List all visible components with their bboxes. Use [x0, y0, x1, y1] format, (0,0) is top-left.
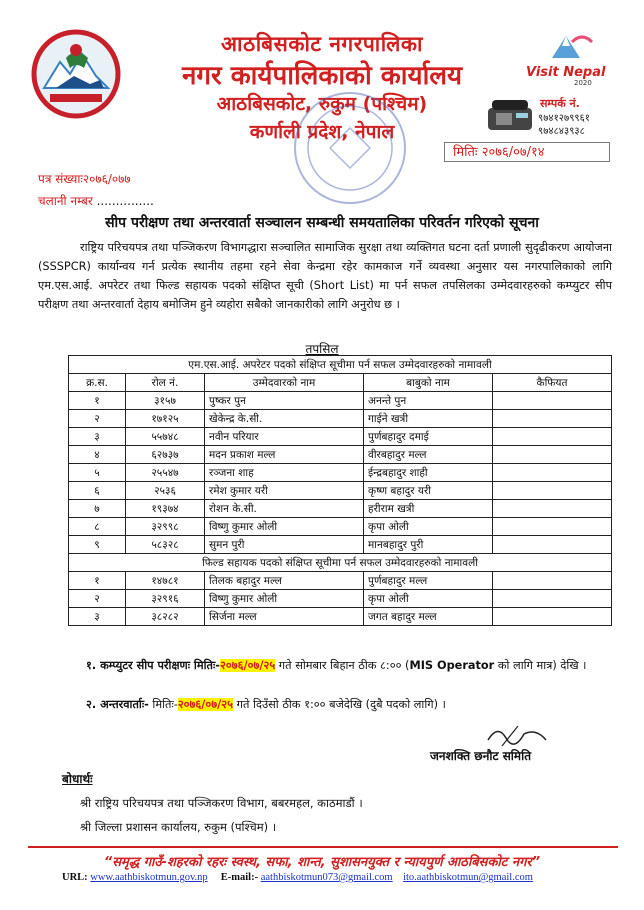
row-roll: १९३७४: [126, 500, 205, 518]
row-sn: ६: [69, 482, 126, 500]
row-sn: ३: [69, 428, 126, 446]
table-caption: तपसिल: [305, 342, 339, 356]
candidate-table: [68, 355, 612, 626]
committee-name: जनशक्ति छनौट समिति: [430, 749, 532, 763]
row-father: वीरबहादुर मल्ल: [364, 446, 493, 464]
header-sn: क्र.स.: [69, 374, 126, 392]
row-name: रमेश कुमार यरी: [205, 482, 364, 500]
table-row: [69, 410, 612, 428]
row-sn: ७: [69, 500, 126, 518]
cc-recipient-2: श्री जिल्ला प्रशासन कार्यालय, रुकुम (पश्चिम) ।: [80, 820, 277, 834]
table-row: [69, 572, 612, 590]
row-sn: ९: [69, 536, 126, 554]
table-row: [69, 464, 612, 482]
row-father: पुर्णबहादुर मल्ल: [364, 572, 493, 590]
visit-nepal-logo: [522, 28, 612, 88]
row-roll: २५३६: [126, 482, 205, 500]
row-roll: ३१५७: [126, 392, 205, 410]
date-value: २०७६/०७/१४: [481, 145, 545, 160]
dispatch-number: [38, 192, 154, 209]
row-roll: ५५७४८: [126, 428, 205, 446]
row-roll: १४७८१: [126, 572, 205, 590]
skill-test-date: २०७६/०७/२५: [219, 659, 276, 672]
row-remark: [493, 536, 612, 554]
section1-rows: [69, 392, 612, 554]
row-name: खेकेन्द्र के.सी.: [205, 410, 364, 428]
skill-test-label: १. कम्प्युटर सीप परीक्षणः मितिः-: [86, 659, 220, 672]
footer-contact: [62, 872, 533, 883]
visit-nepal-text: Visit Nepal: [526, 65, 606, 80]
row-sn: ३: [69, 608, 126, 626]
header-remark: कैफियत: [493, 374, 612, 392]
row-roll: ५८३२८: [126, 536, 205, 554]
row-name: नवीन परियार: [205, 428, 364, 446]
province-country: कर्णाली प्रदेश, नेपाल: [249, 121, 395, 143]
row-name: विष्णु कुमार ओली: [205, 518, 364, 536]
row-name: रञ्जना शाह: [205, 464, 364, 482]
row-father: कृपा ओली: [364, 518, 493, 536]
skill-test-time: गते सोमबार बिहान ठीक ८:०० (: [275, 659, 410, 672]
visit-nepal-year: 2020: [574, 79, 592, 87]
row-father: अनन्ते पुन: [364, 392, 493, 410]
reference-number: [38, 170, 131, 187]
office-address: आठबिसकोट, रुकुम (पश्चिम): [216, 93, 428, 115]
schedule-skill-test: [86, 656, 612, 676]
table-row: [69, 500, 612, 518]
table-row: [69, 428, 612, 446]
skill-test-post: MIS Operator: [409, 659, 495, 672]
section1-title: एम.एस.आई. अपरेटर पदको संक्षिप्त सूचीमा पर्न सफल उम्मेदवारहरुको नामावली: [69, 356, 612, 374]
table-row: [69, 536, 612, 554]
contact-number-2: ९७४८४३९३८: [538, 126, 585, 137]
row-father: हरीराम खत्री: [364, 500, 493, 518]
row-name: विष्णु कुमार ओली: [205, 590, 364, 608]
handwritten-signature: [484, 720, 554, 750]
interview-date-label: मितिः-: [148, 698, 178, 711]
row-remark: [493, 608, 612, 626]
interview-label: २. अन्तरवार्ताः-: [86, 698, 149, 711]
website-link[interactable]: www.aathbiskotmun.gov.np: [90, 872, 208, 883]
office-stamp: [290, 88, 410, 208]
row-father: जगत बहादुर मल्ल: [364, 608, 493, 626]
url-label: URL:: [62, 872, 88, 883]
cc-recipient-1: श्री राष्ट्रिय परिचयपत्र तथा पञ्जिकरण विभाग, बबरमहल, काठमाडौं ।: [80, 796, 363, 810]
row-remark: [493, 482, 612, 500]
schedule-interview: [86, 697, 612, 712]
letter-date: [444, 142, 610, 162]
row-sn: ५: [69, 464, 126, 482]
email-link-2[interactable]: ito.aathbiskotmun@gmail.com: [403, 872, 533, 883]
notice-body: राष्ट्रिय परिचयपत्र तथा पञ्जिकरण विभागद्धारा सञ्चालित सामाजिक सुरक्षा तथा व्यक्तिगत घटना दर्ता प्रणाली सुदृढीकरण आयोजना (SSSPCR) कार्यान्वय गर्न प्रत्येक स्थानीय तहमा रहने सेवा केन्द्रमा रहेर कामकाज गर्ने व्यवस्था अनुसार यस नगरपालिकाको लागि एम.एस.आई. अपरेटर तथा फिल्ड सहायक पदको संक्षिप्त सूची (Short List) मा पर्न सफल तपसिलका उम्मेदवारहरुको कम्प्युटर सीप परीक्षण तथा अन्तरवार्ता देहाय बमोजिम हुने व्यहोरा सबैको जानकारीको लागि अनुरोध छ ।: [38, 241, 612, 311]
table-row: [69, 482, 612, 500]
row-father: कृष्ण बहादुर यरी: [364, 482, 493, 500]
table-row: [69, 608, 612, 626]
table-section-header: [69, 554, 612, 572]
row-roll: १७१२५: [126, 410, 205, 428]
table-row: [69, 392, 612, 410]
row-name: रोशन के.सी.: [205, 500, 364, 518]
row-father: कृपा ओली: [364, 590, 493, 608]
table-row: [69, 518, 612, 536]
table-row: [69, 590, 612, 608]
footer-slogan: “समृद्ध गाउँ-शहरको रहरः स्वस्थ, सफा, शान्त, सुशासनयुक्त र न्यायपुर्ण आठबिसकोट नगर”: [103, 855, 541, 870]
interview-date: २०७६/०७/२५: [177, 698, 234, 711]
row-father: पुर्णबहादुर दमाई: [364, 428, 493, 446]
office-name: नगर कार्यपालिकाको कार्यालय: [181, 61, 463, 91]
table-row: [69, 446, 612, 464]
row-sn: २: [69, 590, 126, 608]
skill-test-end: को लागि मात्र) देखि ।: [494, 659, 587, 672]
notice-title: सीप परीक्षण तथा अन्तरवार्ता सञ्चालन सम्बन्धी समयतालिका परिवर्तन गरिएको सूचना: [105, 215, 539, 231]
row-remark: [493, 392, 612, 410]
interview-time: गते दिउँसो ठीक १:०० बजेदेखि (दुबै पदको लागि) ।: [233, 698, 446, 711]
row-sn: १: [69, 392, 126, 410]
row-remark: [493, 572, 612, 590]
row-remark: [493, 410, 612, 428]
row-roll: ६२७३७: [126, 446, 205, 464]
email-label: E-mail:-: [220, 872, 259, 883]
chalani-value: ...............: [96, 194, 154, 208]
row-father: ईन्द्रबहादुर शाही: [364, 464, 493, 482]
header-father: बाबुको नाम: [364, 374, 493, 392]
row-roll: ३२९९८: [126, 518, 205, 536]
cc-label: बोधार्थः: [62, 772, 93, 786]
row-sn: ४: [69, 446, 126, 464]
row-name: सुमन पुरी: [205, 536, 364, 554]
row-name: मदन प्रकाश मल्ल: [205, 446, 364, 464]
row-father: मानबहादुर पुरी: [364, 536, 493, 554]
section2-title: फिल्ड सहायक पदको संक्षिप्त सूचीमा पर्न सफल उम्मेदवारहरुको नामावली: [69, 554, 612, 572]
header-roll: रोल नं.: [126, 374, 205, 392]
contact-number-1: ९७४१२७९९६१: [538, 113, 590, 124]
row-sn: १: [69, 572, 126, 590]
row-name: पुष्कर पुन: [205, 392, 364, 410]
row-remark: [493, 590, 612, 608]
table-header-row: [69, 374, 612, 392]
row-father: गाईने खत्री: [364, 410, 493, 428]
row-remark: [493, 500, 612, 518]
row-roll: ३२९१६: [126, 590, 205, 608]
email-link-1[interactable]: aathbiskotmun073@gmail.com: [260, 872, 393, 883]
row-name: तिलक बहादुर मल्ल: [205, 572, 364, 590]
row-remark: [493, 446, 612, 464]
row-remark: [493, 464, 612, 482]
row-name: सिर्जना मल्ल: [205, 608, 364, 626]
ref-label: पत्र संख्याः: [38, 172, 83, 186]
row-roll: ३८२८२: [126, 608, 205, 626]
table-section-header: [69, 356, 612, 374]
row-sn: ८: [69, 518, 126, 536]
municipality-name: आठबिसकोट नगरपालिका: [221, 32, 423, 56]
chalani-label: चलानी नम्बर: [38, 194, 93, 208]
ref-value: २०७६/०७७: [82, 172, 131, 186]
footer-divider: [28, 846, 618, 848]
row-roll: २५५४७: [126, 464, 205, 482]
section2-rows: [69, 572, 612, 626]
row-sn: २: [69, 410, 126, 428]
row-remark: [493, 518, 612, 536]
row-remark: [493, 428, 612, 446]
contact-label: सम्पर्क नं.: [540, 97, 580, 110]
header-name: उम्मेदवारको नाम: [205, 374, 364, 392]
date-label: मितिः: [453, 145, 478, 160]
telephone-icon: [486, 96, 534, 132]
